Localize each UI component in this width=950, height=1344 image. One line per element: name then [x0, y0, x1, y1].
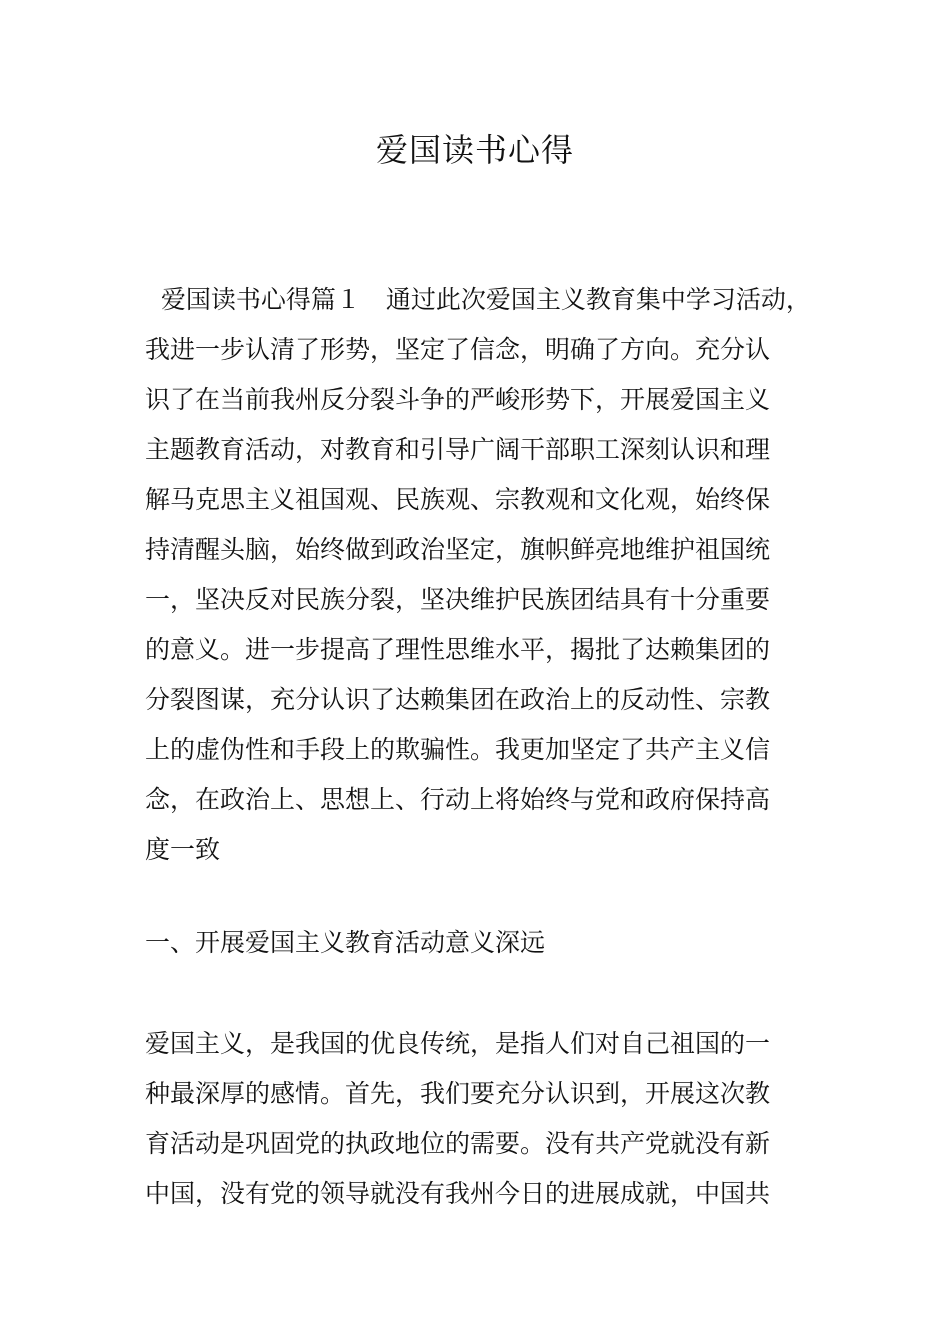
text-line: 念，在政治上、思想上、行动上将始终与党和政府保持高: [145, 785, 771, 814]
text-line: 度一致: [145, 835, 221, 864]
text-line: 持清醒头脑，始终做到政治坚定，旗帜鲜亮地维护祖国统: [145, 535, 771, 564]
text-line: 解马克思主义祖国观、民族观、宗教观和文化观，始终保: [145, 485, 771, 514]
text-line: 上的虚伪性和手段上的欺骗性。我更加坚定了共产主义信: [145, 735, 771, 764]
text-line: 主题教育活动，对教育和引导广阔干部职工深刻认识和理: [145, 435, 771, 464]
text-line: 识了在当前我州反分裂斗争的严峻形势下，开展爱国主义: [145, 385, 771, 414]
text-line: 育活动是巩固党的执政地位的需要。没有共产党就没有新: [145, 1129, 771, 1158]
text-line: 种最深厚的感情。首先，我们要充分认识到，开展这次教: [145, 1079, 771, 1108]
text-line: 爱国读书心得篇１ 通过此次爱国主义教育集中学习活动，: [145, 285, 811, 314]
text-line: 的意义。进一步提高了理性思维水平，揭批了达赖集团的: [145, 635, 771, 664]
text-line: 爱国主义，是我国的优良传统，是指人们对自己祖国的一: [145, 1029, 771, 1058]
text-line: 中国，没有党的领导就没有我州今日的进展成就，中国共: [145, 1179, 771, 1208]
paragraph-2: [145, 1019, 815, 1219]
section-heading: [145, 918, 815, 968]
paragraph-1: [145, 275, 815, 875]
text-line: 一，坚决反对民族分裂，坚决维护民族团结具有十分重要: [145, 585, 771, 614]
document-title: 爱国读书心得: [375, 131, 574, 169]
text-line: 我进一步认清了形势，坚定了信念，明确了方向。充分认: [145, 335, 771, 364]
section-heading-text: 一、开展爱国主义教育活动意义深远: [145, 928, 546, 957]
text-line: 分裂图谋，充分认识了达赖集团在政治上的反动性、宗教: [145, 685, 771, 714]
